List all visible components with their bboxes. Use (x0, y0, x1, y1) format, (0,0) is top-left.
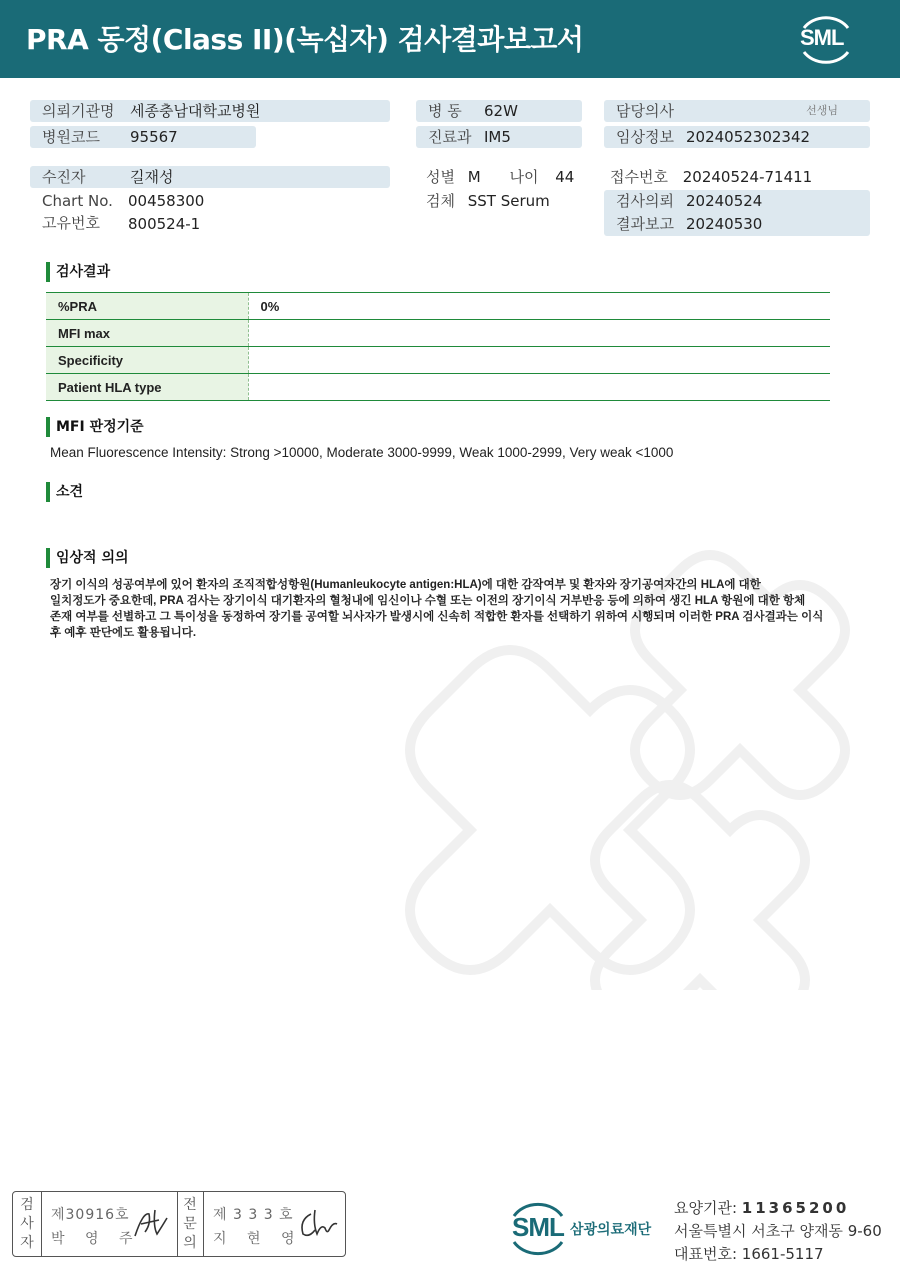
report-title: PRA 동정(Class II)(녹십자) 검사결과보고서 (26, 23, 584, 56)
divider (41, 1192, 42, 1256)
sex-age-row (426, 166, 574, 188)
results-title: 검사결과 (46, 262, 110, 282)
signature-box (12, 1191, 346, 1257)
result-value (248, 347, 830, 374)
dept-field (416, 126, 582, 148)
report-date-label: 결과보고 (616, 215, 674, 233)
care-code-value: 11365200 (741, 1199, 850, 1217)
age-value: 44 (555, 168, 575, 186)
opinion-title: 소견 (46, 482, 83, 502)
care-code-row (674, 1197, 882, 1220)
result-value: 0% (248, 293, 830, 320)
report-header (0, 0, 900, 78)
patient-value: 길재성 (130, 168, 174, 186)
specimen-row (426, 190, 550, 212)
phone-row (674, 1243, 882, 1266)
examiner-number: 제30916호 (51, 1207, 130, 1223)
doctor-label: 담당의사 (616, 102, 674, 120)
doctor-suffix: 선생님 (806, 104, 838, 117)
sml-logo (796, 12, 856, 66)
specialist-signature-icon (295, 1206, 339, 1242)
specialist-vertical-label: 전 문 의 (183, 1197, 197, 1251)
result-key: Specificity (46, 347, 248, 374)
chart-label: Chart No. (42, 192, 113, 210)
clinical-line: 일치정도가 중요한데, PRA 검사는 장기이식 대기환자의 혈청내에 임신이나 수혈 또는 이전의 장기이식 거부반응 등에 의하여 생긴 HLA 항원에 대한 항체 (50, 595, 806, 607)
examiner-name: 박 영 주 (51, 1231, 141, 1247)
specimen-value: SST Serum (467, 192, 550, 210)
clinical-info-value: 2024052302342 (686, 128, 811, 146)
result-value (248, 374, 830, 401)
foundation-name: 삼광의료재단 (570, 1222, 652, 1238)
divider (177, 1192, 178, 1256)
clinical-meaning-text (50, 577, 823, 641)
address: 서울특별시 서초구 양재동 9-60 (674, 1222, 882, 1240)
table-row (46, 293, 830, 320)
clinical-meaning-title: 임상적 의의 (46, 548, 129, 568)
table-row (46, 374, 830, 401)
care-code-label: 요양기관: (674, 1199, 738, 1217)
clinical-line: 존재 여부를 선별하고 그 특이성을 동정하여 장기를 공여할 뇌사자가 발생시에 신속히 적합한 환자를 선택하기 위하여 시행되며 이러한 PRA 검사결과는 이식 (50, 611, 824, 623)
hospital-code-field (30, 126, 256, 148)
clinical-info-field (604, 126, 870, 148)
examiner-vertical-label: 검 사 자 (20, 1197, 34, 1251)
unique-no-row (42, 212, 100, 234)
chart-no-value: 00458300 (128, 192, 205, 210)
specialist-name: 지 현 영 (213, 1231, 303, 1247)
footer-logo (508, 1198, 668, 1258)
doctor-field (604, 100, 870, 122)
receipt-label: 접수번호 (610, 168, 668, 186)
phone-value: 1661-5117 (741, 1245, 824, 1263)
request-date-value: 20240524 (686, 192, 763, 210)
logo-text: SML (800, 25, 844, 50)
divider (203, 1192, 204, 1256)
clinical-line: 후 예후 판단에도 활용됩니다. (50, 627, 197, 639)
result-value (248, 320, 830, 347)
sex-label: 성별 (426, 168, 455, 186)
result-key: Patient HLA type (46, 374, 248, 401)
ward-label: 병 동 (428, 102, 462, 120)
patient-label: 수진자 (42, 168, 86, 186)
footer-info (674, 1197, 882, 1266)
hospital-code-label: 병원코드 (42, 128, 100, 146)
phone-label: 대표번호: (674, 1245, 738, 1263)
receipt-row (610, 166, 812, 188)
mfi-title: MFI 판정기준 (46, 417, 144, 437)
ward-field (416, 100, 582, 122)
mfi-text: Mean Fluorescence Intensity: Strong >10000, Moderate 3000-9999, Weak 1000-2999, Very weak <1000 (50, 445, 674, 460)
hospital-code-value: 95567 (130, 128, 178, 146)
examiner-signature-icon (131, 1206, 171, 1242)
receipt-value: 20240524-71411 (682, 168, 813, 186)
requester-label: 의뢰기관명 (42, 102, 115, 120)
age-label: 나이 (509, 168, 539, 186)
ward-value: 62W (484, 102, 518, 120)
table-row (46, 347, 830, 374)
requester-field (30, 100, 390, 122)
patient-field (30, 166, 390, 188)
dates-field (604, 190, 870, 236)
table-row (46, 320, 830, 347)
request-date-label: 검사의뢰 (616, 192, 674, 210)
clinical-line: 장기 이식의 성공여부에 있어 환자의 조직적합성항원(Humanleukocyte antigen:HLA)에 대한 감작여부 및 환자와 장기공여자간의 HLA에 대한 (50, 579, 761, 591)
chart-no-row (42, 190, 113, 212)
unique-no-value: 800524-1 (128, 215, 201, 233)
result-key: %PRA (46, 293, 248, 320)
results-table (46, 292, 830, 401)
footer-logo-text: SML (512, 1212, 564, 1242)
report-date-value: 20240530 (686, 215, 763, 233)
sex-value: M (467, 168, 481, 186)
specialist-number: 제 3 3 3 호 (213, 1207, 294, 1223)
specimen-label: 검체 (426, 192, 455, 210)
dept-value: IM5 (484, 128, 511, 146)
requester-value: 세종충남대학교병원 (130, 102, 261, 120)
dept-label: 진료과 (428, 128, 472, 146)
unique-label: 고유번호 (42, 214, 100, 232)
clinical-info-label: 임상정보 (616, 128, 674, 146)
result-key: MFI max (46, 320, 248, 347)
